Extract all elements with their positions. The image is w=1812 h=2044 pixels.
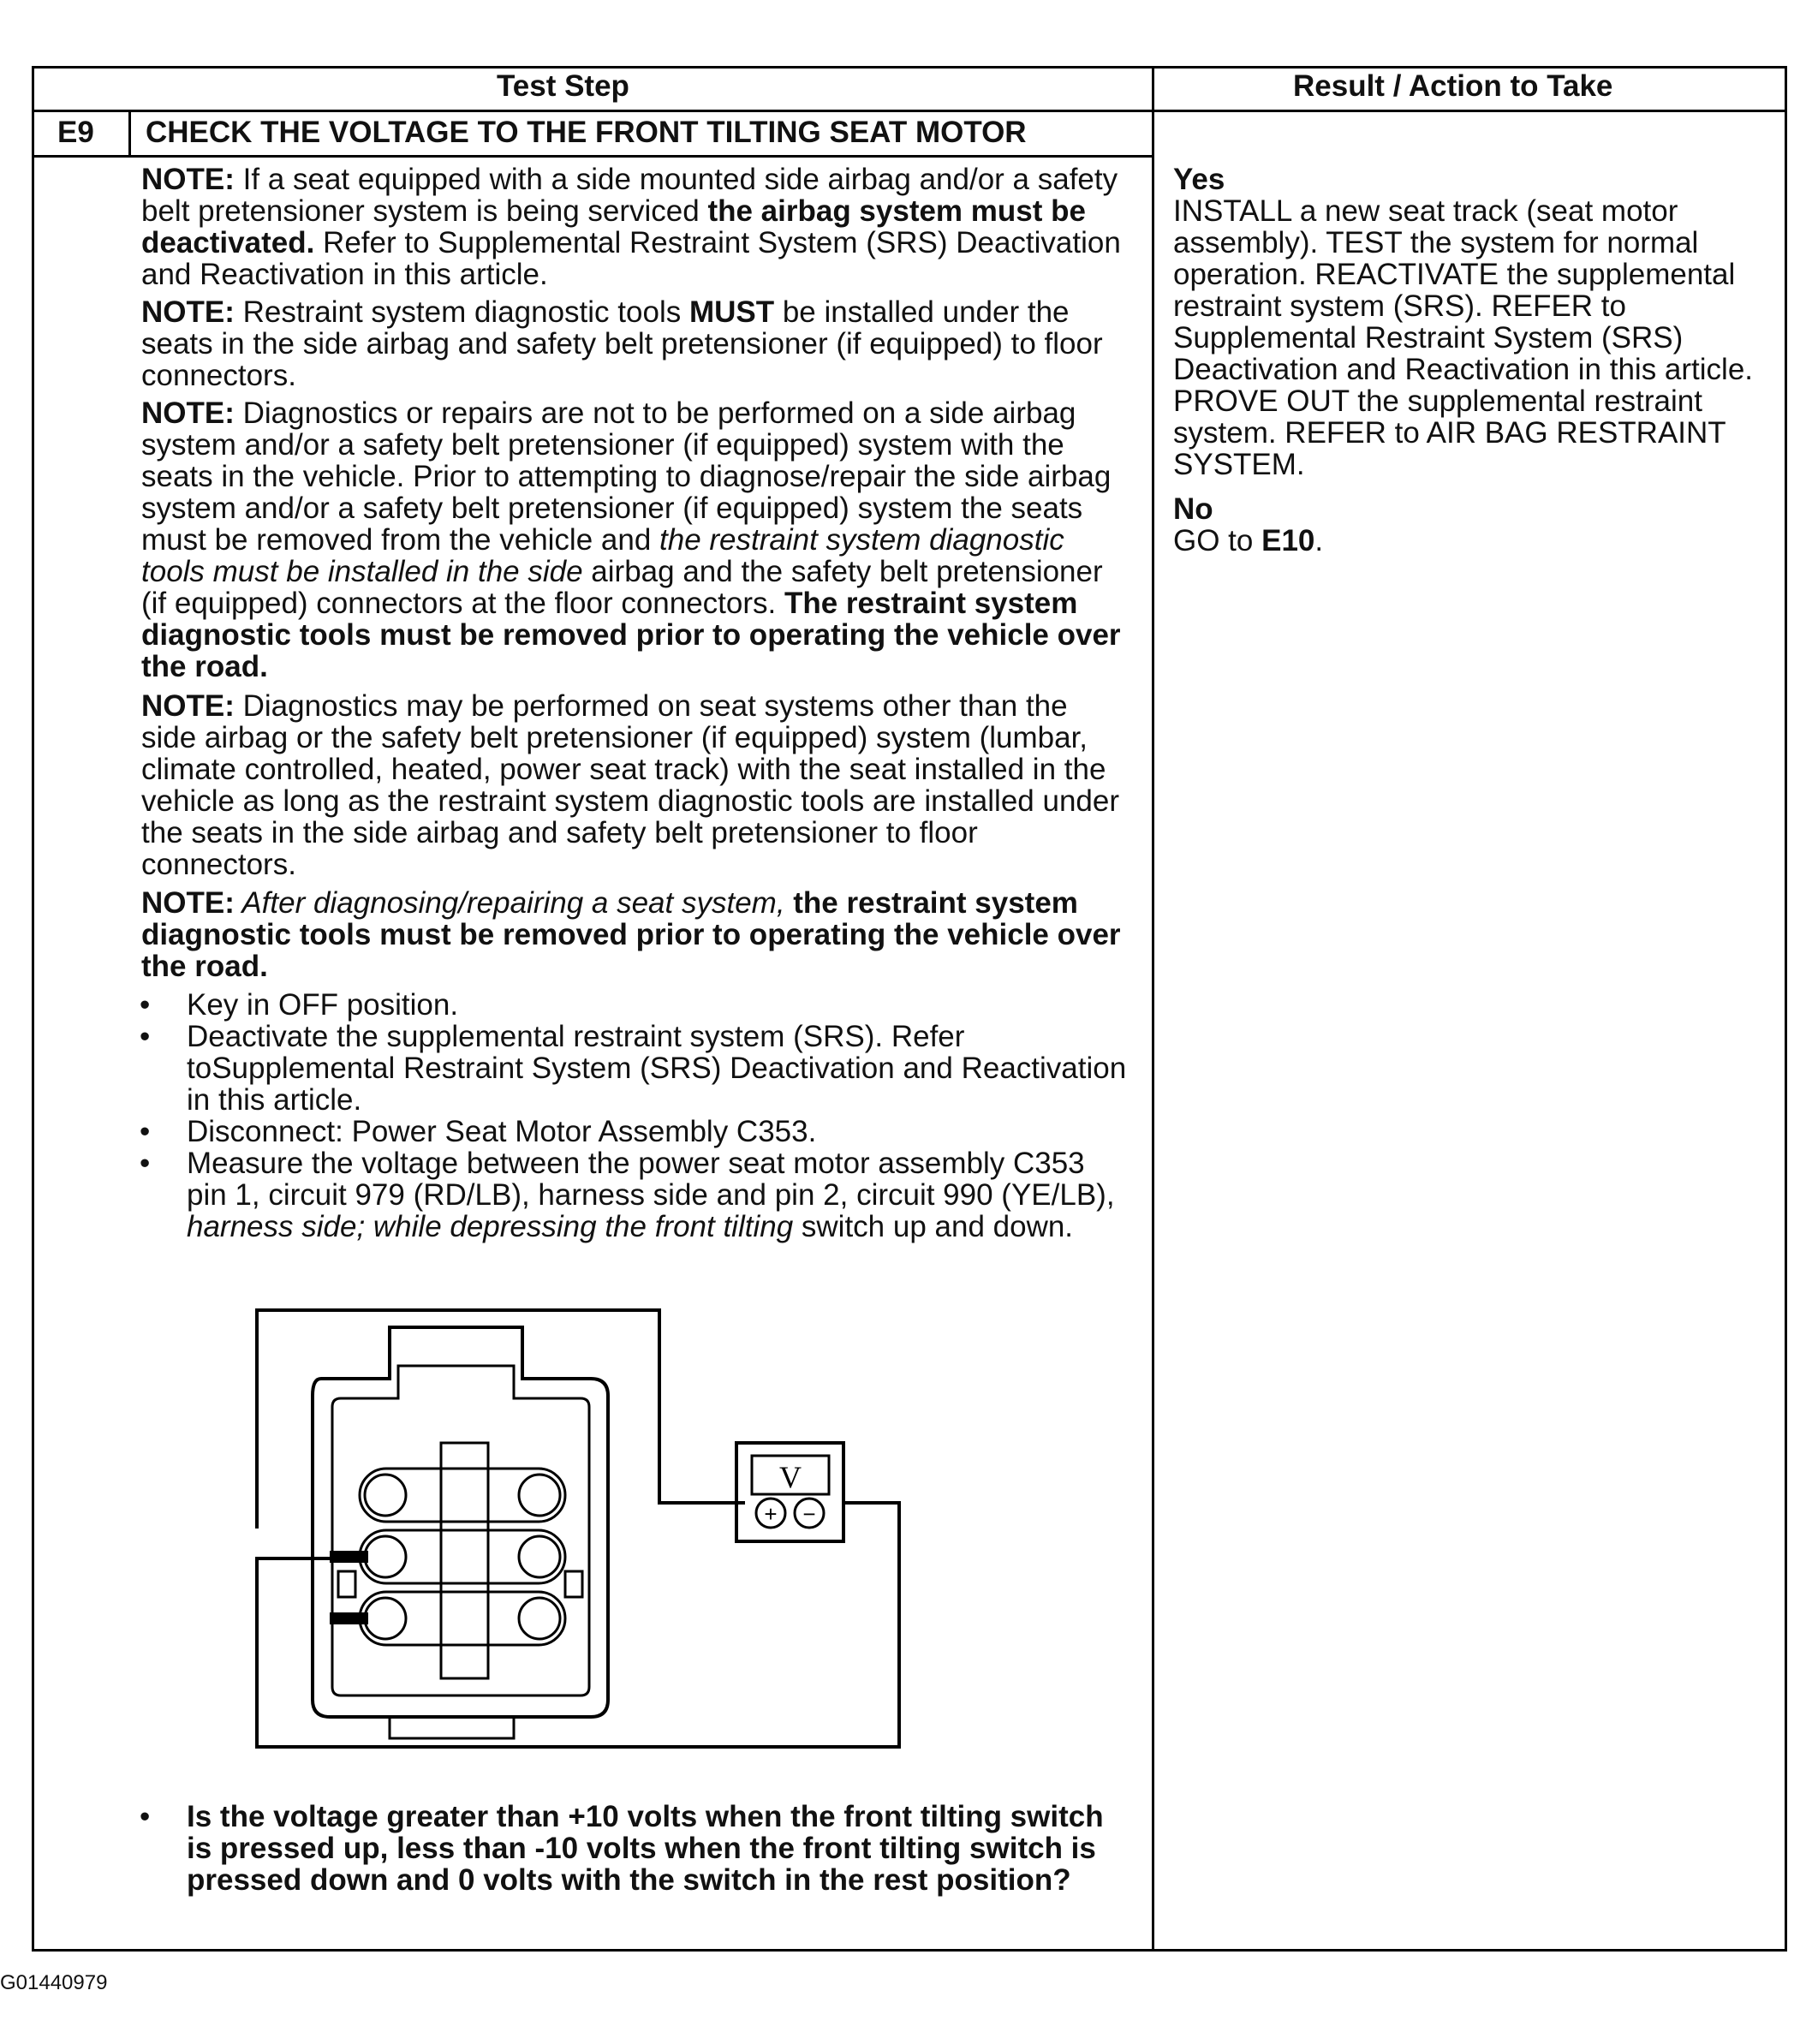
note-label: NOTE: — [141, 396, 235, 430]
step-id-divider — [128, 110, 131, 155]
probe-tip-pin-2 — [330, 1612, 368, 1624]
step-id: E9 — [57, 116, 94, 149]
note-label: NOTE: — [141, 295, 235, 329]
title-row-divider — [32, 155, 1152, 158]
voltmeter-label: V — [779, 1460, 802, 1494]
bullet-dot: • — [140, 1800, 151, 1833]
note-emphasis: MUST — [688, 295, 775, 329]
note-emphasis: The restraint system diagnostic tools must be removed prior to operating the vehicle over the road. — [141, 587, 1121, 683]
note-italic: the restraint system diagnostic tools must be installed in the side — [141, 523, 1064, 588]
bullet-text: Measure the voltage between the power seat motor assembly C353 pin 1, circuit 979 (RD/LB), harness side and pin 2, circuit 990 (YE/LB), — [187, 1147, 1115, 1212]
pin-3 — [519, 1536, 560, 1577]
connector-bottom-tab — [390, 1717, 514, 1738]
bullet-key-off: Key in OFF position. — [187, 988, 459, 1022]
bullet-dot: • — [140, 1147, 151, 1180]
note-text: If a seat equipped with a side mounted side airbag and/or a safety belt pretensioner system is being serviced — [141, 163, 1118, 228]
bullet-dot: • — [140, 1020, 151, 1053]
bullet-disconnect: Disconnect: Power Seat Motor Assembly C353. — [187, 1115, 817, 1148]
result-yes-text: INSTALL a new seat track (seat motor assembly). TEST the system for normal operation. REACTIVATE the supplemental restraint system (SRS). REFER to Supplemental Restraint System (SRS) Deactivation and Reactivation in this article. PROVE OUT the supplemental restraint system. REFER to AIR BAG RESTRAINT SYSTEM. — [1173, 194, 1754, 481]
bullet-text: switch up and down. — [793, 1210, 1074, 1243]
plus-symbol: + — [764, 1501, 778, 1527]
bullet-italic: harness side; while depressing the front tilting — [187, 1210, 794, 1243]
bullet-measure-voltage — [187, 1147, 1129, 1242]
header-divider — [32, 110, 1785, 112]
bullet-dot: • — [140, 988, 151, 1022]
note-3 — [141, 397, 1126, 682]
result-no-prefix: GO to — [1173, 524, 1262, 557]
wire-top-loop — [257, 1310, 745, 1529]
note-text: Diagnostics or repairs are not to be performed on a side airbag system and/or a safety belt pretensioner (if equipped) system with the seats in the vehicle. Prior to attempting to diagnose/repair the side airbag system and/or a safety belt pretensioner (if equipped) system the seats must be removed from the vehicle and — [141, 396, 1112, 557]
result-no-suffix: . — [1314, 524, 1324, 557]
minus-symbol: − — [802, 1501, 816, 1527]
note-label: NOTE: — [141, 689, 235, 723]
pin-2 — [365, 1598, 406, 1639]
note-text: be installed under the seats in the side airbag and safety belt pretensioner (if equipped) to floor connectors. — [141, 295, 1103, 392]
note-emphasis: the restraint system diagnostic tools must be removed prior to operating the vehicle over the road. — [141, 886, 1121, 983]
bullet-question: Is the voltage greater than +10 volts when the front tilting switch is pressed up, less than -10 volts when the front tilting switch is pressed down and 0 volts with the switch in the rest position? — [187, 1800, 1104, 1897]
note-2 — [141, 296, 1126, 391]
bullet-dot: • — [140, 1115, 151, 1148]
pin-6 — [365, 1475, 406, 1516]
probe-tip-pin-1 — [330, 1551, 368, 1563]
note-text: airbag and the safety belt pretensioner (if equipped) connectors at the floor connectors. — [141, 555, 1103, 620]
wire-bottom-loop — [257, 1503, 899, 1747]
connector-voltmeter-diagram — [240, 1297, 925, 1760]
note-4 — [141, 690, 1126, 880]
note-5 — [141, 887, 1126, 982]
note-label: NOTE: — [141, 163, 235, 196]
note-label: NOTE: — [141, 886, 235, 920]
step-title: CHECK THE VOLTAGE TO THE FRONT TILTING SEAT MOTOR — [146, 116, 1027, 149]
column-divider — [1152, 66, 1154, 1949]
note-1 — [141, 164, 1126, 290]
pin-5 — [519, 1598, 560, 1639]
bullet-deactivate-srs: Deactivate the supplemental restraint system (SRS). Refer toSupplemental Restraint System (SRS) Deactivation and Reactivation in this article. — [187, 1020, 1127, 1117]
side-latch-left — [338, 1571, 355, 1597]
result-yes-label: Yes — [1173, 163, 1225, 196]
locking-rib — [441, 1443, 488, 1678]
pin-4 — [519, 1475, 560, 1516]
header-result-action: Result / Action to Take — [1293, 69, 1613, 103]
note-text: Refer to Supplemental Restraint System (SRS) Deactivation and Reactivation in this article. — [141, 226, 1121, 291]
pin-1 — [365, 1536, 406, 1577]
side-latch-right — [565, 1571, 582, 1597]
note-italic: After diagnosing/repairing a seat system, — [234, 886, 794, 920]
note-text: Restraint system diagnostic tools — [234, 295, 689, 329]
note-emphasis: the airbag system must be deactivated. — [141, 194, 1086, 259]
result-no-target: E10 — [1261, 524, 1315, 557]
result-no-label: No — [1173, 492, 1213, 526]
result-no-text — [1173, 525, 1790, 557]
figure-id: G01440979 — [0, 1971, 108, 1994]
note-text: Diagnostics may be performed on seat systems other than the side airbag or the safety belt pretensioner (if equipped) system (lumbar, climate controlled, heated, power seat track) with the seat installed in the vehicle as long as the restraint system diagnostic tools are installed under the seats in the side airbag and safety belt pretensioner to floor connectors. — [141, 689, 1119, 881]
header-test-step: Test Step — [497, 69, 629, 103]
